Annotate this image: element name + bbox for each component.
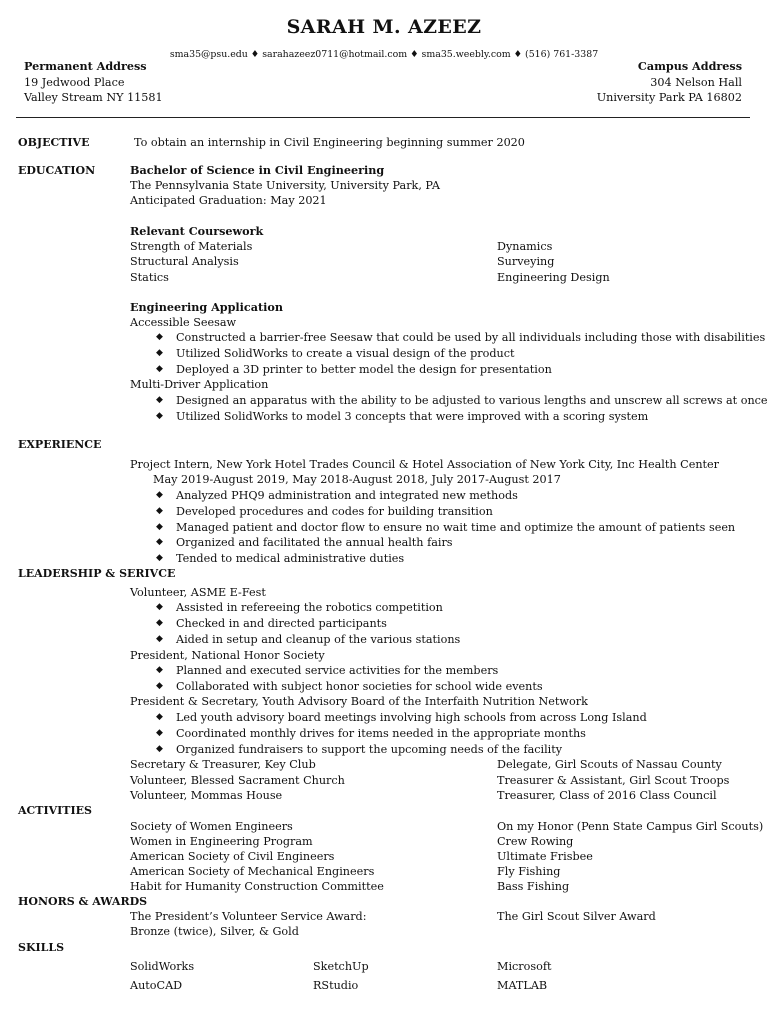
activity-item: Fly Fishing	[497, 865, 561, 878]
campus-address	[597, 59, 742, 106]
course-item: Statics	[130, 271, 169, 284]
diamond-bullet-icon: ◆	[156, 665, 163, 675]
diamond-bullet-icon: ◆	[156, 618, 163, 628]
campus-address-title: Campus Address	[637, 59, 742, 73]
experience-title: Project Intern, New York Hotel Trades Council & Hotel Association of New York City, Inc Health Center	[130, 458, 719, 471]
skill-item: RStudio	[313, 979, 359, 992]
activity-item: American Society of Mechanical Engineers	[130, 865, 375, 878]
diamond-bullet-icon: ◆	[156, 728, 163, 738]
role-title: President & Secretary, Youth Advisory Board of the Interfaith Nutrition Network	[130, 695, 588, 708]
activity-item: Bass Fishing	[497, 880, 570, 893]
section-heading-skills: SKILLS	[18, 941, 65, 954]
course-item: Surveying	[497, 255, 555, 268]
section-heading-honors: HONORS & AWARDS	[18, 895, 148, 908]
role-title: President, National Honor Society	[130, 649, 325, 662]
graduation-date: Anticipated Graduation: May 2021	[130, 194, 327, 207]
skill-item: Microsoft	[497, 960, 552, 973]
experience-dates: May 2019-August 2019, May 2018-August 2018, July 2017-August 2017	[153, 473, 561, 486]
skill-item: MATLAB	[497, 979, 548, 992]
diamond-bullet-icon: ◆	[156, 348, 163, 358]
skill-item: SolidWorks	[130, 960, 195, 973]
role-item: Volunteer, Blessed Sacrament Church	[130, 774, 345, 787]
course-item: Structural Analysis	[130, 255, 239, 268]
award-item: The Girl Scout Silver Award	[497, 910, 656, 923]
section-heading-objective: OBJECTIVE	[18, 136, 90, 149]
activity-item: Crew Rowing	[497, 835, 574, 848]
diamond-bullet-icon: ◆	[156, 522, 163, 532]
role-item: Treasurer, Class of 2016 Class Council	[497, 789, 717, 802]
permanent-address	[24, 59, 163, 106]
section-heading-education: EDUCATION	[18, 164, 96, 177]
award-item: The President’s Volunteer Service Award:	[130, 910, 367, 923]
project-title: Multi-Driver Application	[130, 378, 269, 391]
section-heading-activities: ACTIVITIES	[18, 804, 92, 817]
campus-address-line1: 304 Nelson Hall	[650, 75, 742, 89]
diamond-bullet-icon: ◆	[156, 712, 163, 722]
activity-item: Habit for Humanity Construction Committee	[130, 880, 384, 893]
role-item: Delegate, Girl Scouts of Nassau County	[497, 758, 722, 771]
diamond-bullet-icon: ◆	[156, 490, 163, 500]
activity-item: Society of Women Engineers	[130, 820, 293, 833]
campus-address-line2: University Park PA 16802	[596, 91, 742, 104]
coursework-title: Relevant Coursework	[130, 224, 264, 238]
skill-item: SketchUp	[313, 960, 369, 973]
diamond-bullet-icon: ◆	[156, 364, 163, 374]
award-item: Bronze (twice), Silver, & Gold	[130, 925, 299, 938]
diamond-bullet-icon: ◆	[156, 744, 163, 754]
role-title: Volunteer, ASME E-Fest	[130, 586, 266, 599]
school-name: The Pennsylvania State University, University Park, PA	[130, 179, 441, 192]
diamond-bullet-icon: ◆	[156, 506, 163, 516]
engineering-application-title: Engineering Application	[130, 300, 283, 314]
permanent-address-line1: 19 Jedwood Place	[24, 75, 125, 89]
diamond-bullet-icon: ◆	[156, 537, 163, 547]
diamond-bullet-icon: ◆	[156, 681, 163, 691]
objective-text: To obtain an internship in Civil Engineering beginning summer 2020	[134, 136, 525, 149]
diamond-bullet-icon: ◆	[156, 332, 163, 342]
resume-name: SARAH M. AZEEZ	[286, 16, 482, 38]
header-divider	[16, 117, 750, 118]
diamond-bullet-icon: ◆	[156, 602, 163, 612]
skill-item: AutoCAD	[130, 979, 183, 992]
activity-item: Women in Engineering Program	[130, 835, 313, 848]
course-item: Dynamics	[497, 240, 553, 253]
contact-line: sma35@psu.edu ♦ sarahazeez0711@hotmail.com ♦ sma35.weebly.com ♦ (516) 761-3387	[169, 49, 599, 60]
section-heading-leadership: LEADERSHIP & SERIVCE	[18, 567, 176, 580]
diamond-bullet-icon: ◆	[156, 395, 163, 405]
activity-item: American Society of Civil Engineers	[130, 850, 335, 863]
diamond-bullet-icon: ◆	[156, 634, 163, 644]
role-item: Treasurer & Assistant, Girl Scout Troops	[497, 774, 730, 787]
course-item: Strength of Materials	[130, 240, 253, 253]
permanent-address-title: Permanent Address	[24, 59, 147, 73]
course-item: Engineering Design	[497, 271, 610, 284]
role-item: Volunteer, Mommas House	[130, 789, 283, 802]
diamond-bullet-icon: ◆	[156, 553, 163, 563]
section-heading-experience: EXPERIENCE	[18, 438, 102, 451]
role-item: Secretary & Treasurer, Key Club	[130, 758, 316, 771]
activity-item: Ultimate Frisbee	[497, 850, 593, 863]
degree-title: Bachelor of Science in Civil Engineering	[130, 163, 385, 177]
activity-item: On my Honor (Penn State Campus Girl Scouts)	[497, 820, 764, 833]
project-title: Accessible Seesaw	[130, 316, 237, 329]
permanent-address-line2: Valley Stream NY 11581	[24, 91, 163, 104]
diamond-bullet-icon: ◆	[156, 411, 163, 421]
